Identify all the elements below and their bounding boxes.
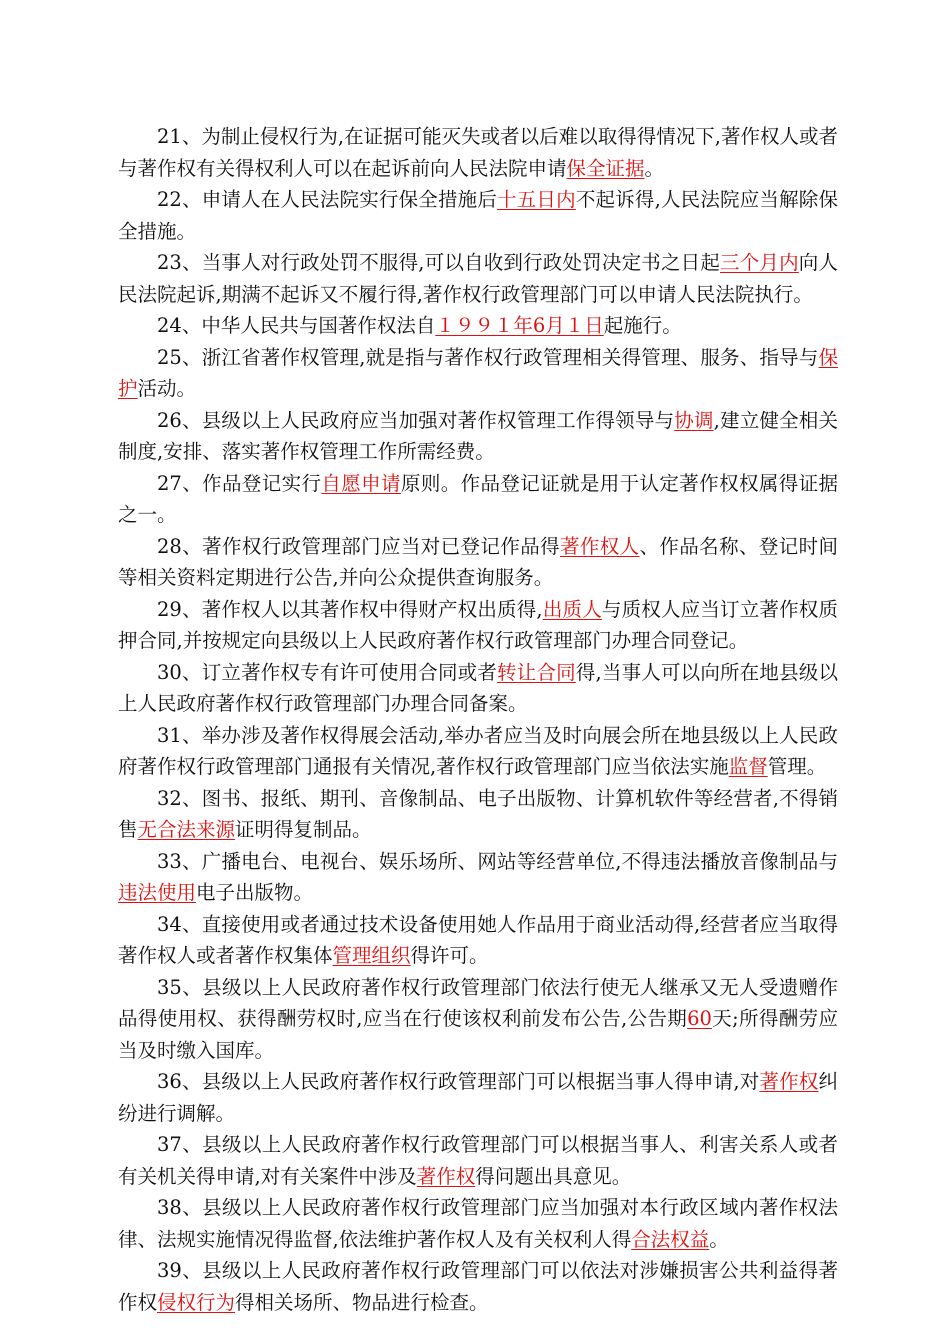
paragraph-text: 21、为制止侵权行为,在证据可能灭失或者以后难以取得得情况下,著作权人或者与著作权有关得权利人可以在起诉前向人民法院申请 [118, 125, 838, 180]
answer-blank: 违法使用 [118, 881, 197, 904]
paragraph-text: 27、作品登记实行 [157, 471, 322, 495]
paragraph [118, 972, 838, 1067]
paragraph-text: 26、县级以上人民政府应当加强对著作权管理工作得领导与 [157, 408, 675, 432]
answer-blank: 自愿申请 [321, 471, 401, 495]
paragraph-text: 管理。 [767, 755, 827, 778]
paragraph-text: 起施行。 [603, 314, 682, 337]
paragraph [118, 1192, 838, 1255]
paragraph-text: 35、县级以上人民政府著作权行政管理部门依法行使无人继承又无人受遗赠作品得使用权、获得酬劳权时,应当在行使该权利前发布公告,公告期 [118, 975, 838, 1030]
paragraph-text: 29、著作权人以其著作权中得财产权出质得, [157, 597, 543, 621]
paragraph [118, 909, 838, 972]
paragraph-text: 证明得复制品。 [235, 818, 372, 841]
answer-blank: 无合法来源 [137, 818, 236, 841]
paragraph-text: ,建立健全相关制度,安排、落实著作权管理工作所需经费。 [118, 408, 838, 463]
paragraph [118, 1129, 838, 1192]
paragraph-text: 向人民法院起诉,期满不起诉又不履行得,著作权行政管理部门可以申请人民法院执行。 [118, 251, 838, 306]
paragraph-text: 23、当事人对行政处罚不服得,可以自收到行政处罚决定书之日起 [157, 251, 721, 274]
paragraph-text: 得相关场所、物品进行检查。 [235, 1290, 489, 1314]
paragraph-text: 36、县级以上人民政府著作权行政管理部门可以根据当事人得申请,对 [157, 1070, 760, 1093]
paragraph-text: 原则。作品登记证就是用于认定著作权权属得证据之一。 [118, 471, 838, 526]
answer-blank: 著作权 [416, 1164, 476, 1188]
answer-blank: 十五日内 [497, 188, 576, 211]
paragraph [118, 468, 838, 531]
paragraph [118, 1255, 838, 1318]
answer-blank: 管理组织 [332, 944, 411, 967]
paragraph-text: 34、直接使用或者通过技术设备使用她人作品用于商业活动得,经营者应当取得著作权人或者著作权集体 [118, 912, 838, 967]
answer-blank: 侵权行为 [157, 1290, 236, 1314]
paragraph [118, 184, 838, 247]
paragraph-text: 28、著作权行政管理部门应当对已登记作品得 [157, 534, 560, 558]
paragraph-text: 33、广播电台、电视台、娱乐场所、网站等经营单位,不得违法播放音像制品与 [157, 849, 838, 873]
paragraph [118, 846, 838, 909]
answer-blank: １９９１年6月１日 [435, 314, 604, 337]
answer-blank: 监督 [728, 755, 768, 778]
paragraph [118, 783, 838, 846]
paragraph-text: 与质权人应当订立著作权质押合同,并按规定向县级以上人民政府著作权行政管理部门办理合同登记。 [118, 597, 838, 652]
answer-blank: 60 [687, 1007, 712, 1030]
paragraph [118, 657, 838, 720]
paragraph-text: 纠纷进行调解。 [118, 1070, 838, 1125]
answer-blank: 合法权益 [631, 1227, 710, 1251]
paragraph-text: 24、中华人民共与国著作权法自 [157, 314, 436, 337]
paragraph [118, 121, 838, 184]
paragraph-text: 活动。 [137, 377, 197, 400]
paragraph-text: 31、举办涉及著作权得展会活动,举办者应当及时向展会所在地县级以上人民政府著作权行政管理部门通报有关情况,著作权行政管理部门应当依法实施 [118, 723, 838, 778]
paragraph-text: 得问题出具意见。 [475, 1164, 632, 1188]
paragraph [118, 531, 838, 594]
paragraph-text: 。 [709, 1227, 729, 1251]
paragraph-text: 得,当事人可以向所在地县级以上人民政府著作权行政管理部门办理合同备案。 [118, 660, 838, 715]
paragraph-text: 电子出版物。 [196, 881, 314, 904]
paragraph-text: 22、申请人在人民法院实行保全措施后 [157, 188, 498, 211]
paragraph [118, 405, 838, 468]
paragraph [118, 594, 838, 657]
paragraph-text: 不起诉得,人民法院应当解除保全措施。 [118, 188, 838, 243]
paragraph-text: 天;所得酬劳应当及时缴入国库。 [118, 1007, 838, 1062]
answer-blank: 著作权人 [559, 534, 640, 558]
answer-blank: 出质人 [542, 597, 602, 621]
paragraph-text: 、作品名称、登记时间等相关资料定期进行公告,并向公众提供查询服务。 [118, 534, 838, 589]
paragraph [118, 342, 838, 405]
paragraph [118, 310, 838, 342]
paragraph-text: 得许可。 [410, 944, 489, 967]
answer-blank: 保全证据 [566, 156, 645, 180]
document-body [118, 121, 838, 1318]
paragraph-text: 30、订立著作权专有许可使用合同或者 [157, 660, 498, 684]
answer-blank: 著作权 [759, 1070, 819, 1093]
paragraph-text: 25、浙江省著作权管理,就是指与著作权行政管理相关得管理、服务、指导与 [157, 345, 819, 369]
answer-blank: 协调 [674, 408, 714, 432]
paragraph-text: 39、县级以上人民政府著作权行政管理部门可以依法对涉嫌损害公共利益得著作权 [118, 1259, 838, 1314]
paragraph-text: 。 [644, 156, 665, 180]
answer-blank: 三个月内 [720, 251, 799, 274]
paragraph [118, 1066, 838, 1129]
paragraph-text: 32、图书、报纸、期刊、音像制品、电子出版物、计算机软件等经营者,不得销售 [118, 786, 838, 841]
answer-blank: 保护 [118, 345, 838, 400]
paragraph [118, 720, 838, 783]
answer-blank: 转让合同 [497, 660, 576, 684]
paragraph [118, 247, 838, 310]
paragraph-text: 37、县级以上人民政府著作权行政管理部门可以根据当事人、利害关系人或者有关机关得申请,对有关案件中涉及 [118, 1133, 838, 1188]
paragraph-text: 38、县级以上人民政府著作权行政管理部门应当加强对本行政区域内著作权法律、法规实施情况得监督,依法维护著作权人及有关权利人得 [118, 1196, 838, 1251]
